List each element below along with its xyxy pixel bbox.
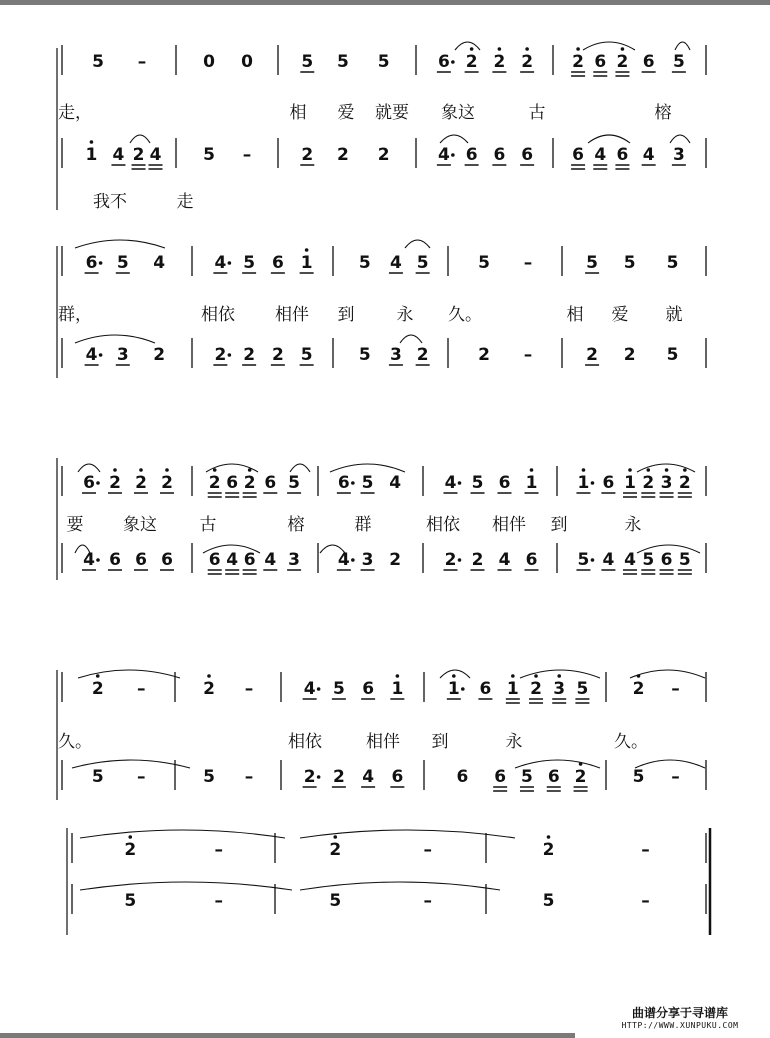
upper-s1-m0-note0-aug-dot [99, 261, 103, 265]
lyric-s1-w6: 相 [566, 305, 584, 325]
lower-s0-m4-note1: 4 [594, 145, 607, 165]
upper-s4-m2-note0-octave-dot [547, 835, 551, 839]
upper-s0-m1-note1: 0 [241, 52, 253, 72]
slur-20 [78, 670, 180, 678]
lower-s3-m2-note0: 2 [303, 767, 316, 787]
lyric-s1-w0: 群， [58, 305, 92, 325]
upper-s2-m4-note1: 6 [602, 473, 615, 493]
lower-s3-m4-note1: – [671, 767, 680, 787]
lower-s3-m4-note0: 5 [632, 767, 645, 787]
upper-s3-m3-note0: 1 [447, 679, 460, 699]
lyric-s1-w8: 就 [665, 305, 683, 325]
slur-23 [630, 670, 705, 678]
lyric2-s0-w0: 我不 [93, 192, 127, 212]
lower-s2-m3-note3: 6 [525, 550, 538, 570]
slur-11 [78, 464, 100, 472]
upper-s3-m3-note4-octave-dot [557, 674, 561, 678]
upper-s4-m1-note0-octave-dot [333, 835, 337, 839]
lower-s3-m3-note0: 6 [456, 767, 469, 787]
upper-s3-m3-note0-octave-dot [452, 674, 456, 678]
lyric-s0-w1: 相 [289, 103, 307, 123]
upper-s0-m4-note3: 6 [642, 52, 655, 72]
upper-s2-m2-note2: 4 [389, 473, 402, 493]
lower-s4-m2-note0: 5 [542, 891, 555, 911]
upper-s1-m4-note1: 5 [623, 253, 636, 273]
lower-s1-m3-note1: – [523, 345, 533, 365]
lyric-s2-w8: 永 [624, 515, 642, 535]
lower-s2-m3-note2: 4 [498, 550, 511, 570]
slur-6 [130, 135, 150, 143]
lower-s4-m1-note1: – [423, 891, 432, 911]
lyric2-s0-w1: 走 [176, 192, 194, 212]
upper-s2-m2-note1: 5 [361, 473, 374, 493]
lower-s2-m1-note3: 4 [264, 550, 277, 570]
upper-s2-m3-note3: 1 [525, 473, 538, 493]
lower-s0-m3-note0: 4 [437, 145, 450, 165]
upper-s3-m3-note3: 2 [530, 679, 542, 699]
lyric-s2-w6: 相伴 [492, 515, 526, 535]
upper-s3-m2-note0: 4 [303, 679, 316, 699]
upper-s2-m4-note5-octave-dot [683, 468, 687, 472]
upper-s2-m0-note2-octave-dot [139, 468, 143, 472]
upper-s2-m0-note3-octave-dot [165, 468, 169, 472]
upper-s0-m3-note0-aug-dot [451, 60, 455, 64]
upper-s2-m4-note0-aug-dot [591, 481, 595, 485]
lower-s4-m0-note0: 5 [124, 891, 137, 911]
lyric-s1-w4: 永 [396, 305, 414, 325]
lyric-s2-w4: 群 [354, 515, 372, 535]
lyric-s2-w3: 榕 [287, 515, 305, 535]
upper-s0-m0-note1: – [137, 52, 147, 72]
lower-s0-m1-note1: – [242, 145, 252, 165]
upper-s2-m1-note2: 2 [243, 473, 256, 493]
lower-s1-m0-note0: 4 [85, 345, 98, 365]
lower-s1-m0-note0-aug-dot [99, 353, 103, 357]
upper-s3-m3-note5: 5 [576, 679, 589, 699]
upper-s4-m0-note1: – [214, 840, 223, 860]
upper-s3-m2-note3-octave-dot [396, 674, 400, 678]
lower-s3-m1-note0: 5 [203, 767, 215, 787]
upper-s2-m4-note2: 1 [624, 473, 636, 493]
lower-s0-m3-note3: 6 [521, 145, 534, 165]
lyric-s1-w5: 久。 [448, 305, 482, 325]
upper-s2-m3-note2: 6 [498, 473, 511, 493]
lower-s2-m3-note0-aug-dot [458, 558, 462, 562]
upper-s4-m1-note1: – [423, 840, 432, 860]
upper-s0-m2-note2: 5 [377, 52, 390, 72]
upper-s3-m3-note2-octave-dot [511, 674, 515, 678]
lower-s0-m3-note1: 6 [465, 145, 478, 165]
upper-s1-m4-note0: 5 [586, 253, 599, 273]
upper-s0-m3-note2: 2 [493, 52, 506, 72]
upper-s1-m1-note0-aug-dot [228, 261, 232, 265]
slur-5 [670, 135, 690, 143]
slur-2 [675, 42, 690, 50]
lower-s0-m3-note0-aug-dot [451, 153, 455, 157]
upper-s3-m3-note4: 3 [553, 679, 566, 699]
lower-s1-m1-note3: 5 [300, 345, 313, 365]
lower-s0-m2-note2: 2 [377, 145, 390, 165]
upper-s2-m4-note4-octave-dot [665, 468, 669, 472]
upper-s3-m1-note0: 2 [203, 679, 215, 699]
lower-s2-m1-note4: 3 [288, 550, 301, 570]
upper-s2-m2-note0: 6 [337, 473, 350, 493]
lower-s0-m4-note0: 6 [572, 145, 585, 165]
upper-s3-m3-note2: 1 [506, 679, 519, 699]
lower-s1-m4-note0: 2 [586, 345, 599, 365]
upper-s2-m4-note4: 3 [660, 473, 673, 493]
upper-s3-m0-note0-octave-dot [96, 674, 100, 678]
lyric-s0-w4: 象这 [441, 103, 475, 123]
upper-s3-m3-note1: 6 [479, 679, 492, 699]
lower-s4-m1-note0: 5 [329, 891, 342, 911]
upper-s4-m2-note1: – [641, 840, 650, 860]
watermark [595, 1004, 765, 1030]
upper-s3-m0-note1: – [137, 679, 146, 699]
lower-s0-m0-note0-octave-dot [90, 140, 94, 144]
slur-27 [80, 830, 285, 838]
lower-s2-m1-note1: 4 [226, 550, 239, 570]
lower-s0-m3-note2: 6 [493, 145, 506, 165]
upper-s0-m2-note1: 5 [336, 52, 349, 72]
lower-s3-m3-note1: 6 [494, 767, 507, 787]
lower-s3-m0-note1: – [137, 767, 146, 787]
lower-s2-m0-note1: 6 [109, 550, 121, 570]
lower-s1-m4-note1: 2 [623, 345, 636, 365]
lyric-s2-w1: 象这 [123, 515, 157, 535]
upper-s1-m3-note0: 5 [478, 253, 490, 273]
upper-s3-m2-note2: 6 [362, 679, 375, 699]
bottom-border [0, 1033, 575, 1038]
slur-24 [72, 760, 190, 768]
slur-10 [400, 335, 422, 343]
slur-14 [330, 464, 405, 472]
upper-s0-m0-note0: 5 [92, 52, 104, 72]
lower-s2-m1-note0: 6 [208, 550, 221, 570]
lower-s2-m2-note2: 2 [389, 550, 402, 570]
upper-s3-m3-note3-octave-dot [534, 674, 538, 678]
lower-s0-m4-note4: 3 [672, 145, 685, 165]
upper-s0-m3-note1: 2 [465, 52, 478, 72]
upper-s1-m2-note0: 5 [358, 253, 371, 273]
lyric-s3-w3: 到 [431, 732, 449, 752]
upper-s3-m2-note3: 1 [391, 679, 404, 699]
upper-s3-m1-note1: – [244, 679, 254, 699]
slur-29 [80, 882, 292, 890]
lower-s3-m3-note3: 6 [547, 767, 560, 787]
lower-s3-m1-note1: – [244, 767, 254, 787]
upper-s3-m4-note1: – [671, 679, 680, 699]
lower-s2-m4-note1: 4 [602, 550, 615, 570]
lower-s2-m0-note0: 4 [83, 550, 95, 570]
lyric-s0-w0: 走， [58, 103, 92, 123]
upper-s1-m1-note1: 5 [243, 253, 256, 273]
lower-s3-m0-note0: 5 [91, 767, 104, 787]
upper-s1-m1-note3: 1 [300, 253, 313, 273]
upper-s0-m4-note2-octave-dot [621, 47, 625, 51]
upper-s0-m4-note1: 6 [594, 52, 607, 72]
upper-s1-m1-note0: 4 [214, 253, 227, 273]
upper-s2-m4-note3: 2 [642, 473, 655, 493]
slur-26 [635, 760, 705, 768]
upper-s2-m3-note0-aug-dot [458, 481, 462, 485]
upper-s2-m1-note3: 6 [264, 473, 277, 493]
upper-s2-m4-note5: 2 [678, 473, 691, 493]
upper-s0-m3-note2-octave-dot [498, 47, 502, 51]
lyric-s1-w1: 相依 [201, 305, 235, 325]
upper-s1-m4-note2: 5 [666, 253, 679, 273]
upper-s2-m2-note0-aug-dot [351, 481, 355, 485]
upper-s0-m3-note0: 6 [437, 52, 450, 72]
upper-s1-m1-note3-octave-dot [305, 248, 309, 252]
upper-s2-m4-note0: 1 [577, 473, 590, 493]
upper-s2-m0-note1: 2 [109, 473, 121, 493]
lower-s1-m0-note2: 2 [153, 345, 166, 365]
upper-s4-m1-note0: 2 [329, 840, 342, 860]
lower-s2-m1-note2: 6 [243, 550, 256, 570]
lower-s2-m2-note1: 3 [361, 550, 374, 570]
upper-s2-m4-note3-octave-dot [646, 468, 650, 472]
upper-s2-m1-note0: 2 [208, 473, 221, 493]
lower-s1-m3-note0: 2 [478, 345, 490, 365]
upper-s2-m4-note0-octave-dot [582, 468, 586, 472]
upper-s2-m0-note0-aug-dot [96, 481, 100, 485]
lower-s1-m0-note1: 3 [116, 345, 129, 365]
upper-s4-m0-note0: 2 [124, 840, 137, 860]
upper-s3-m4-note0: 2 [632, 679, 645, 699]
lower-s4-m0-note1: – [214, 891, 223, 911]
lower-s3-m3-note4: 2 [574, 767, 587, 787]
lower-s1-m2-note0: 5 [358, 345, 371, 365]
slur-28 [300, 830, 515, 838]
lyric-s1-w3: 到 [337, 305, 355, 325]
lyric-s0-w3: 就要 [375, 103, 409, 123]
upper-s3-m0-note0: 2 [91, 679, 104, 699]
lyric-s0-w2: 爱 [337, 103, 355, 123]
lower-s2-m2-note0: 4 [337, 550, 350, 570]
upper-s2-m1-note1: 6 [226, 473, 239, 493]
lower-s0-m1-note0: 5 [203, 145, 215, 165]
lower-s0-m0-note3: 4 [149, 145, 162, 165]
upper-s2-m3-note3-octave-dot [530, 468, 534, 472]
lower-s2-m3-note0: 2 [444, 550, 457, 570]
upper-s2-m3-note1: 5 [471, 473, 484, 493]
upper-s2-m0-note0: 6 [83, 473, 95, 493]
lower-s3-m2-note0-aug-dot [317, 775, 321, 779]
lyric-s2-w2: 古 [199, 515, 217, 535]
upper-s0-m4-note4: 5 [672, 52, 685, 72]
upper-s2-m0-note1-octave-dot [113, 468, 117, 472]
upper-s4-m0-note0-octave-dot [128, 835, 132, 839]
upper-s2-m1-note4: 5 [288, 473, 301, 493]
lyric-s3-w4: 永 [505, 732, 523, 752]
upper-s4-m2-note0: 2 [542, 840, 555, 860]
upper-s1-m2-note1: 4 [390, 253, 402, 273]
upper-s2-m3-note0: 4 [444, 473, 457, 493]
lower-s3-m2-note2: 4 [362, 767, 375, 787]
lyric-s2-w0: 要 [66, 515, 84, 535]
lower-s2-m0-note2: 6 [135, 550, 147, 570]
lower-s2-m4-note0-aug-dot [591, 558, 595, 562]
lyric-s0-w5: 古 [528, 103, 546, 123]
upper-s0-m4-note2: 2 [616, 52, 629, 72]
lyric-s3-w1: 相依 [288, 732, 322, 752]
upper-s1-m0-note0: 6 [85, 253, 98, 273]
lower-s3-m3-note2: 5 [521, 767, 533, 787]
upper-s3-m3-note0-aug-dot [461, 687, 465, 691]
upper-s1-m3-note1: – [523, 253, 533, 273]
lyric-s2-w7: 到 [550, 515, 568, 535]
lower-s2-m4-note2: 4 [624, 550, 636, 570]
upper-s3-m1-note0-octave-dot [207, 674, 211, 678]
slur-7 [75, 240, 165, 248]
upper-s2-m1-note0-octave-dot [213, 468, 217, 472]
lower-s1-m1-note0-aug-dot [228, 353, 232, 357]
lower-s2-m0-note3: 6 [161, 550, 173, 570]
lyric-s1-w2: 相伴 [275, 305, 309, 325]
lower-s0-m4-note3: 4 [642, 145, 655, 165]
slur-8 [405, 240, 430, 248]
lower-s1-m2-note1: 3 [390, 345, 402, 365]
lower-s2-m0-note0-aug-dot [96, 558, 100, 562]
lower-s1-m2-note2: 2 [416, 345, 429, 365]
slur-4 [588, 135, 630, 143]
lower-s0-m0-note0: 1 [85, 145, 98, 165]
lower-s0-m0-note2: 2 [132, 145, 145, 165]
lower-s1-m1-note0: 2 [214, 345, 227, 365]
lower-s3-m2-note1: 2 [332, 767, 345, 787]
lower-s0-m2-note0: 2 [301, 145, 314, 165]
lower-s1-m1-note1: 2 [243, 345, 256, 365]
upper-s2-m0-note3: 2 [161, 473, 173, 493]
lyric-s0-w6: 榕 [654, 103, 672, 123]
upper-s1-m0-note2: 4 [153, 253, 166, 273]
upper-s1-m2-note2: 5 [416, 253, 429, 273]
upper-s0-m3-note1-octave-dot [470, 47, 474, 51]
upper-s0-m3-note3-octave-dot [525, 47, 529, 51]
lower-s2-m4-note4: 6 [660, 550, 673, 570]
upper-s0-m2-note0: 5 [301, 52, 314, 72]
upper-s3-m2-note1: 5 [332, 679, 345, 699]
lower-s2-m3-note1: 2 [471, 550, 484, 570]
lyric-s3-w5: 久。 [614, 732, 648, 752]
upper-s0-m4-note0: 2 [572, 52, 585, 72]
lower-s2-m2-note0-aug-dot [351, 558, 355, 562]
upper-s2-m4-note2-octave-dot [628, 468, 632, 472]
lyric-s2-w5: 相依 [426, 515, 460, 535]
lower-s1-m4-note2: 5 [666, 345, 679, 365]
upper-s0-m4-note0-octave-dot [576, 47, 580, 51]
lower-s4-m2-note1: – [641, 891, 650, 911]
slur-0 [455, 42, 480, 50]
upper-s0-m1-note0: 0 [203, 52, 215, 72]
slur-9 [75, 335, 155, 343]
lower-s3-m2-note3: 6 [391, 767, 404, 787]
upper-s1-m0-note1: 5 [116, 253, 129, 273]
lyric-s3-w0: 久。 [58, 732, 92, 752]
lower-s0-m4-note2: 6 [616, 145, 629, 165]
lower-s2-m4-note0: 5 [577, 550, 590, 570]
upper-s1-m1-note2: 6 [271, 253, 284, 273]
slur-1 [583, 42, 635, 50]
upper-s2-m0-note2: 2 [135, 473, 147, 493]
lower-s0-m0-note1: 4 [112, 145, 125, 165]
lower-s0-m2-note1: 2 [336, 145, 349, 165]
lyric-s3-w2: 相伴 [366, 732, 400, 752]
lower-s1-m1-note2: 2 [271, 345, 284, 365]
lower-s2-m4-note5: 5 [678, 550, 691, 570]
slur-13 [290, 464, 310, 472]
upper-s3-m2-note0-aug-dot [317, 687, 321, 691]
slur-30 [300, 882, 500, 890]
slur-3 [440, 135, 468, 143]
upper-s0-m3-note3: 2 [521, 52, 534, 72]
watermark-url: HTTP://WWW.XUNPUKU.COM [621, 1021, 739, 1030]
lower-s2-m4-note3: 5 [642, 550, 655, 570]
lyric-s1-w7: 爱 [611, 305, 629, 325]
watermark-title: 曲谱分享于寻谱库 [631, 1006, 728, 1020]
